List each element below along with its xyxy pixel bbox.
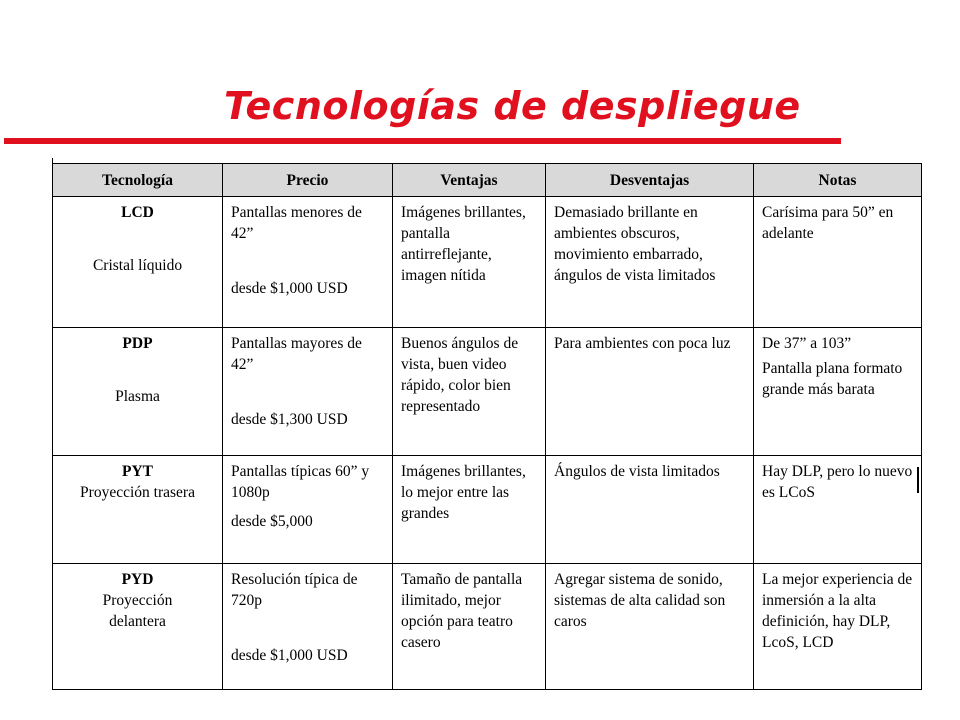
slide-title: Tecnologías de despliegue [224, 84, 801, 128]
column-header-desventajas: Desventajas [546, 164, 754, 197]
price-value: desde $1,300 USD [231, 411, 348, 428]
price-cell [223, 456, 393, 564]
note-text: La mejor experiencia de inmersión a la alta definición, hay DLP, LcoS, LCD [762, 571, 913, 651]
column-header-precio: Precio [223, 164, 393, 197]
comparison-table-frame [52, 163, 922, 690]
technology-cell [53, 197, 223, 328]
price-description: Resolución típica de 720p [231, 571, 358, 609]
price-description: Pantallas típicas 60” y 1080p [231, 463, 370, 501]
disadvantages-cell: Para ambientes con poca luz [546, 328, 754, 456]
price-description: Pantallas menores de 42” [231, 204, 362, 242]
column-header-ventajas: Ventajas [393, 164, 546, 197]
technology-cell [53, 456, 223, 564]
table-row [53, 564, 922, 690]
disadvantages-cell: Ángulos de vista limitados [546, 456, 754, 564]
note-text: Hay DLP, pero lo nuevo es LCoS [762, 463, 913, 501]
technology-code: PDP [122, 335, 153, 352]
advantages-cell: Imágenes brillantes, lo mejor entre las grandes [393, 456, 546, 564]
technology-cell [53, 564, 223, 690]
notes-cell [754, 564, 922, 690]
disadvantages-cell: Agregar sistema de sonido, sistemas de alta calidad son caros [546, 564, 754, 690]
technology-cell [53, 328, 223, 456]
price-value: desde $1,000 USD [231, 647, 348, 664]
title-underline [4, 138, 841, 144]
note-text: Pantalla plana formato grande más barata [762, 360, 903, 398]
notes-cell [754, 197, 922, 328]
notes-cell [754, 456, 922, 564]
technology-name: Plasma [115, 388, 160, 405]
note-text: De 37” a 103” [762, 335, 852, 352]
note-text: Carísima para 50” en adelante [762, 204, 894, 242]
column-header-notas: Notas [754, 164, 922, 197]
technology-name: Proyección delantera [102, 592, 173, 630]
comparison-table [52, 163, 922, 690]
price-cell [223, 564, 393, 690]
technology-name: Cristal líquido [92, 257, 183, 274]
table-row [53, 328, 922, 456]
table-header-row [53, 164, 922, 197]
technology-code: PYD [121, 571, 154, 588]
technology-code: LCD [121, 204, 154, 221]
advantages-cell: Buenos ángulos de vista, buen video rápido, color bien representado [393, 328, 546, 456]
price-description: Pantallas mayores de 42” [231, 335, 362, 373]
advantages-cell: Imágenes brillantes, pantalla antirreflejante, imagen nítida [393, 197, 546, 328]
table-row [53, 197, 922, 328]
column-header-tecnologia: Tecnología [53, 164, 223, 197]
price-value: desde $1,000 USD [231, 280, 348, 297]
disadvantages-cell: Demasiado brillante en ambientes obscuros, movimiento embarrado, ángulos de vista limitados [546, 197, 754, 328]
price-cell [223, 328, 393, 456]
price-cell [223, 197, 393, 328]
table-row [53, 456, 922, 564]
price-value: desde $5,000 [231, 513, 313, 530]
technology-code: PYT [122, 463, 153, 480]
technology-name: Proyección trasera [80, 484, 195, 501]
advantages-cell: Tamaño de pantalla ilimitado, mejor opción para teatro casero [393, 564, 546, 690]
notes-cell [754, 328, 922, 456]
